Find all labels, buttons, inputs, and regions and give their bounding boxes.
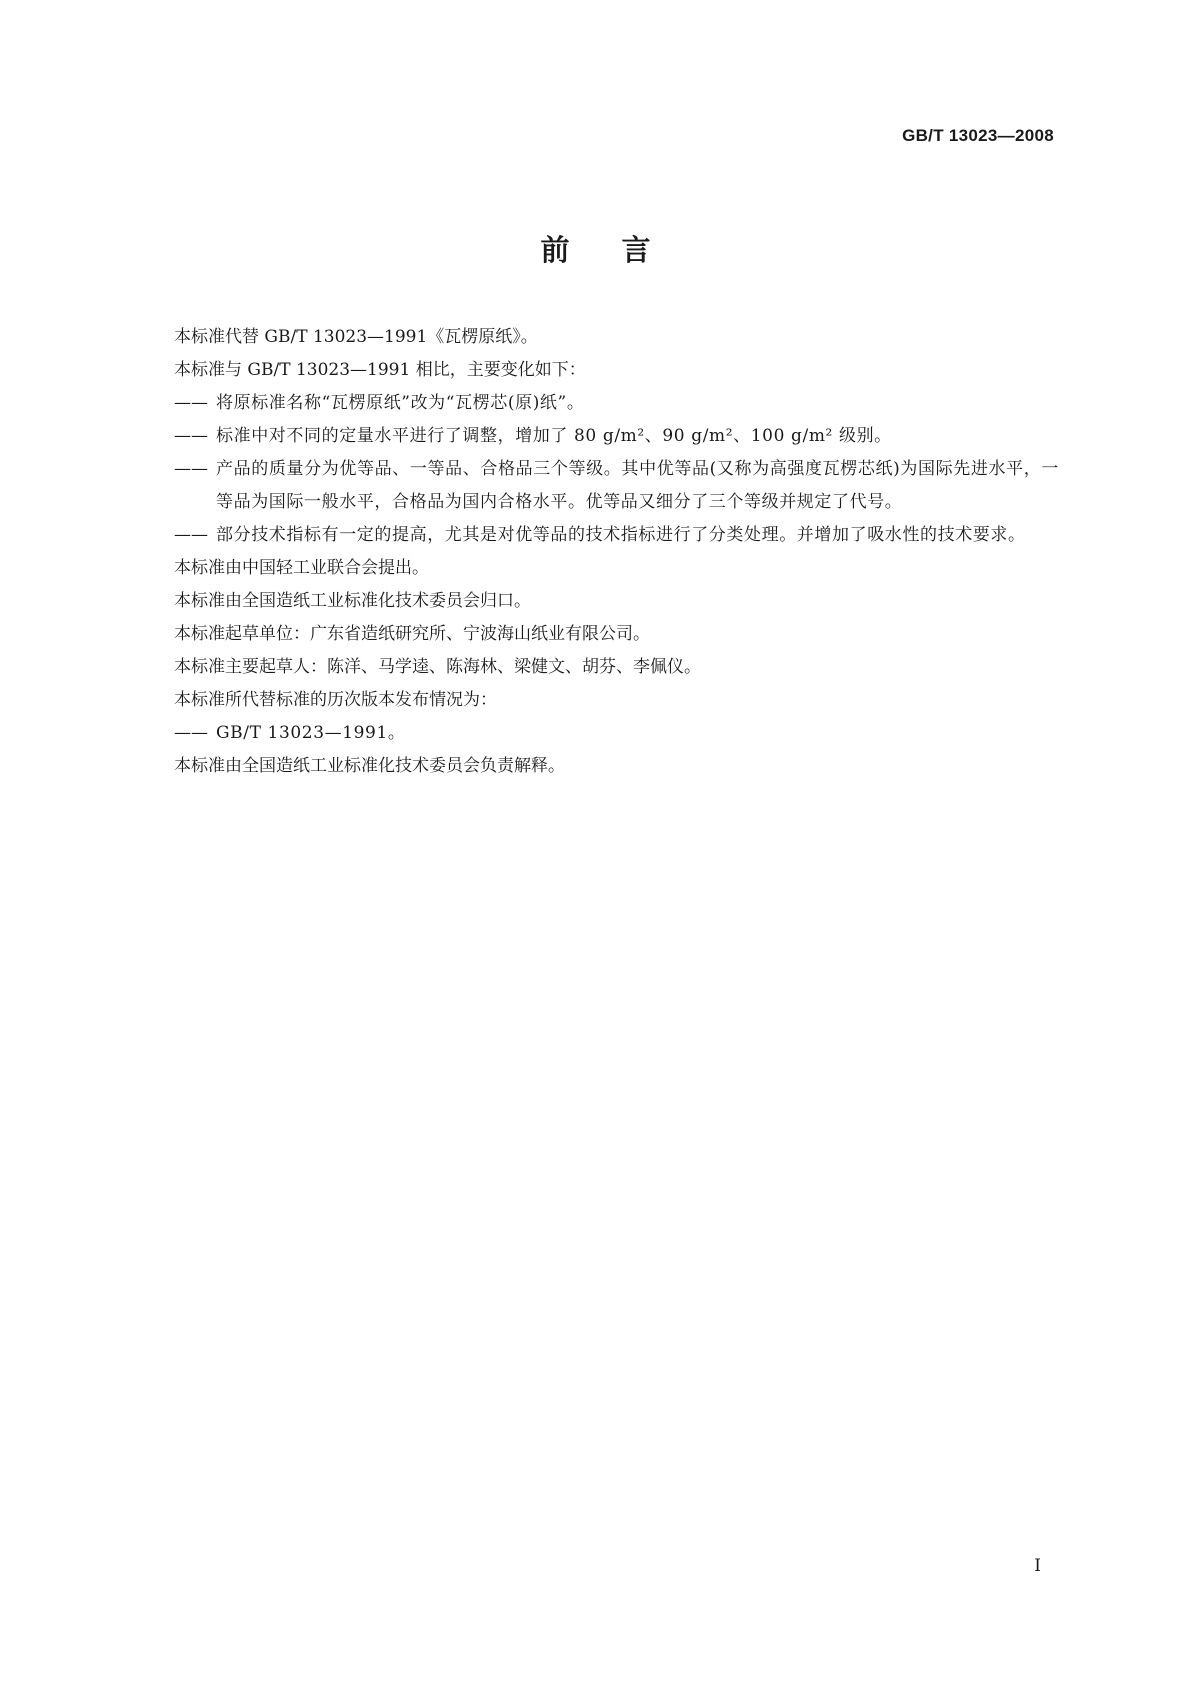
change-item-text: 产品的质量分为优等品、一等品、合格品三个等级。其中优等品(又称为高强度瓦楞芯纸)为国际先进水平，一等品为国际一般水平，合格品为国内合格水平。优等品又细分了三个等级并规定了代号。 xyxy=(216,459,1059,512)
preface-body xyxy=(174,321,1059,783)
history-item-text: GB/T 13023—1991。 xyxy=(216,723,406,743)
paragraph-changes-intro: 本标准与 GB/T 13023—1991 相比，主要变化如下： xyxy=(174,360,586,380)
dash-marker: —— xyxy=(174,525,208,545)
change-item xyxy=(174,519,1059,552)
dash-marker: —— xyxy=(174,426,208,446)
page-number: I xyxy=(1034,1556,1041,1576)
change-item-text: 标准中对不同的定量水平进行了调整，增加了 80 g/m²、90 g/m²、100 g/m² 级别。 xyxy=(216,426,892,446)
standard-code: GB/T 13023—2008 xyxy=(902,126,1054,145)
paragraph-proposed-by: 本标准由中国轻工业联合会提出。 xyxy=(174,558,429,578)
dash-marker: —— xyxy=(174,459,208,479)
dash-marker: —— xyxy=(174,723,208,743)
dash-marker: —— xyxy=(174,393,208,413)
change-item xyxy=(174,420,1059,453)
paragraph-under-jurisdiction: 本标准由全国造纸工业标准化技术委员会归口。 xyxy=(174,591,531,611)
page-title: 前言 xyxy=(540,233,703,267)
paragraph-replaces: 本标准代替 GB/T 13023—1991《瓦楞原纸》。 xyxy=(174,327,538,347)
paragraph-drafting-units: 本标准起草单位：广东省造纸研究所、宁波海山纸业有限公司。 xyxy=(174,624,650,644)
history-item xyxy=(174,717,1059,750)
paragraph-interpretation: 本标准由全国造纸工业标准化技术委员会负责解释。 xyxy=(174,756,565,776)
change-item-text: 部分技术指标有一定的提高，尤其是对优等品的技术指标进行了分类处理。并增加了吸水性的技术要求。 xyxy=(216,525,1026,545)
paragraph-history-intro: 本标准所代替标准的历次版本发布情况为： xyxy=(174,690,497,710)
change-item xyxy=(174,387,1059,420)
paragraph-drafters: 本标准主要起草人：陈洋、马学逵、陈海林、梁健文、胡芬、李佩仪。 xyxy=(174,657,701,677)
change-item-text: 将原标准名称“瓦楞原纸”改为“瓦楞芯(原)纸”。 xyxy=(216,393,585,413)
change-item xyxy=(174,453,1059,519)
